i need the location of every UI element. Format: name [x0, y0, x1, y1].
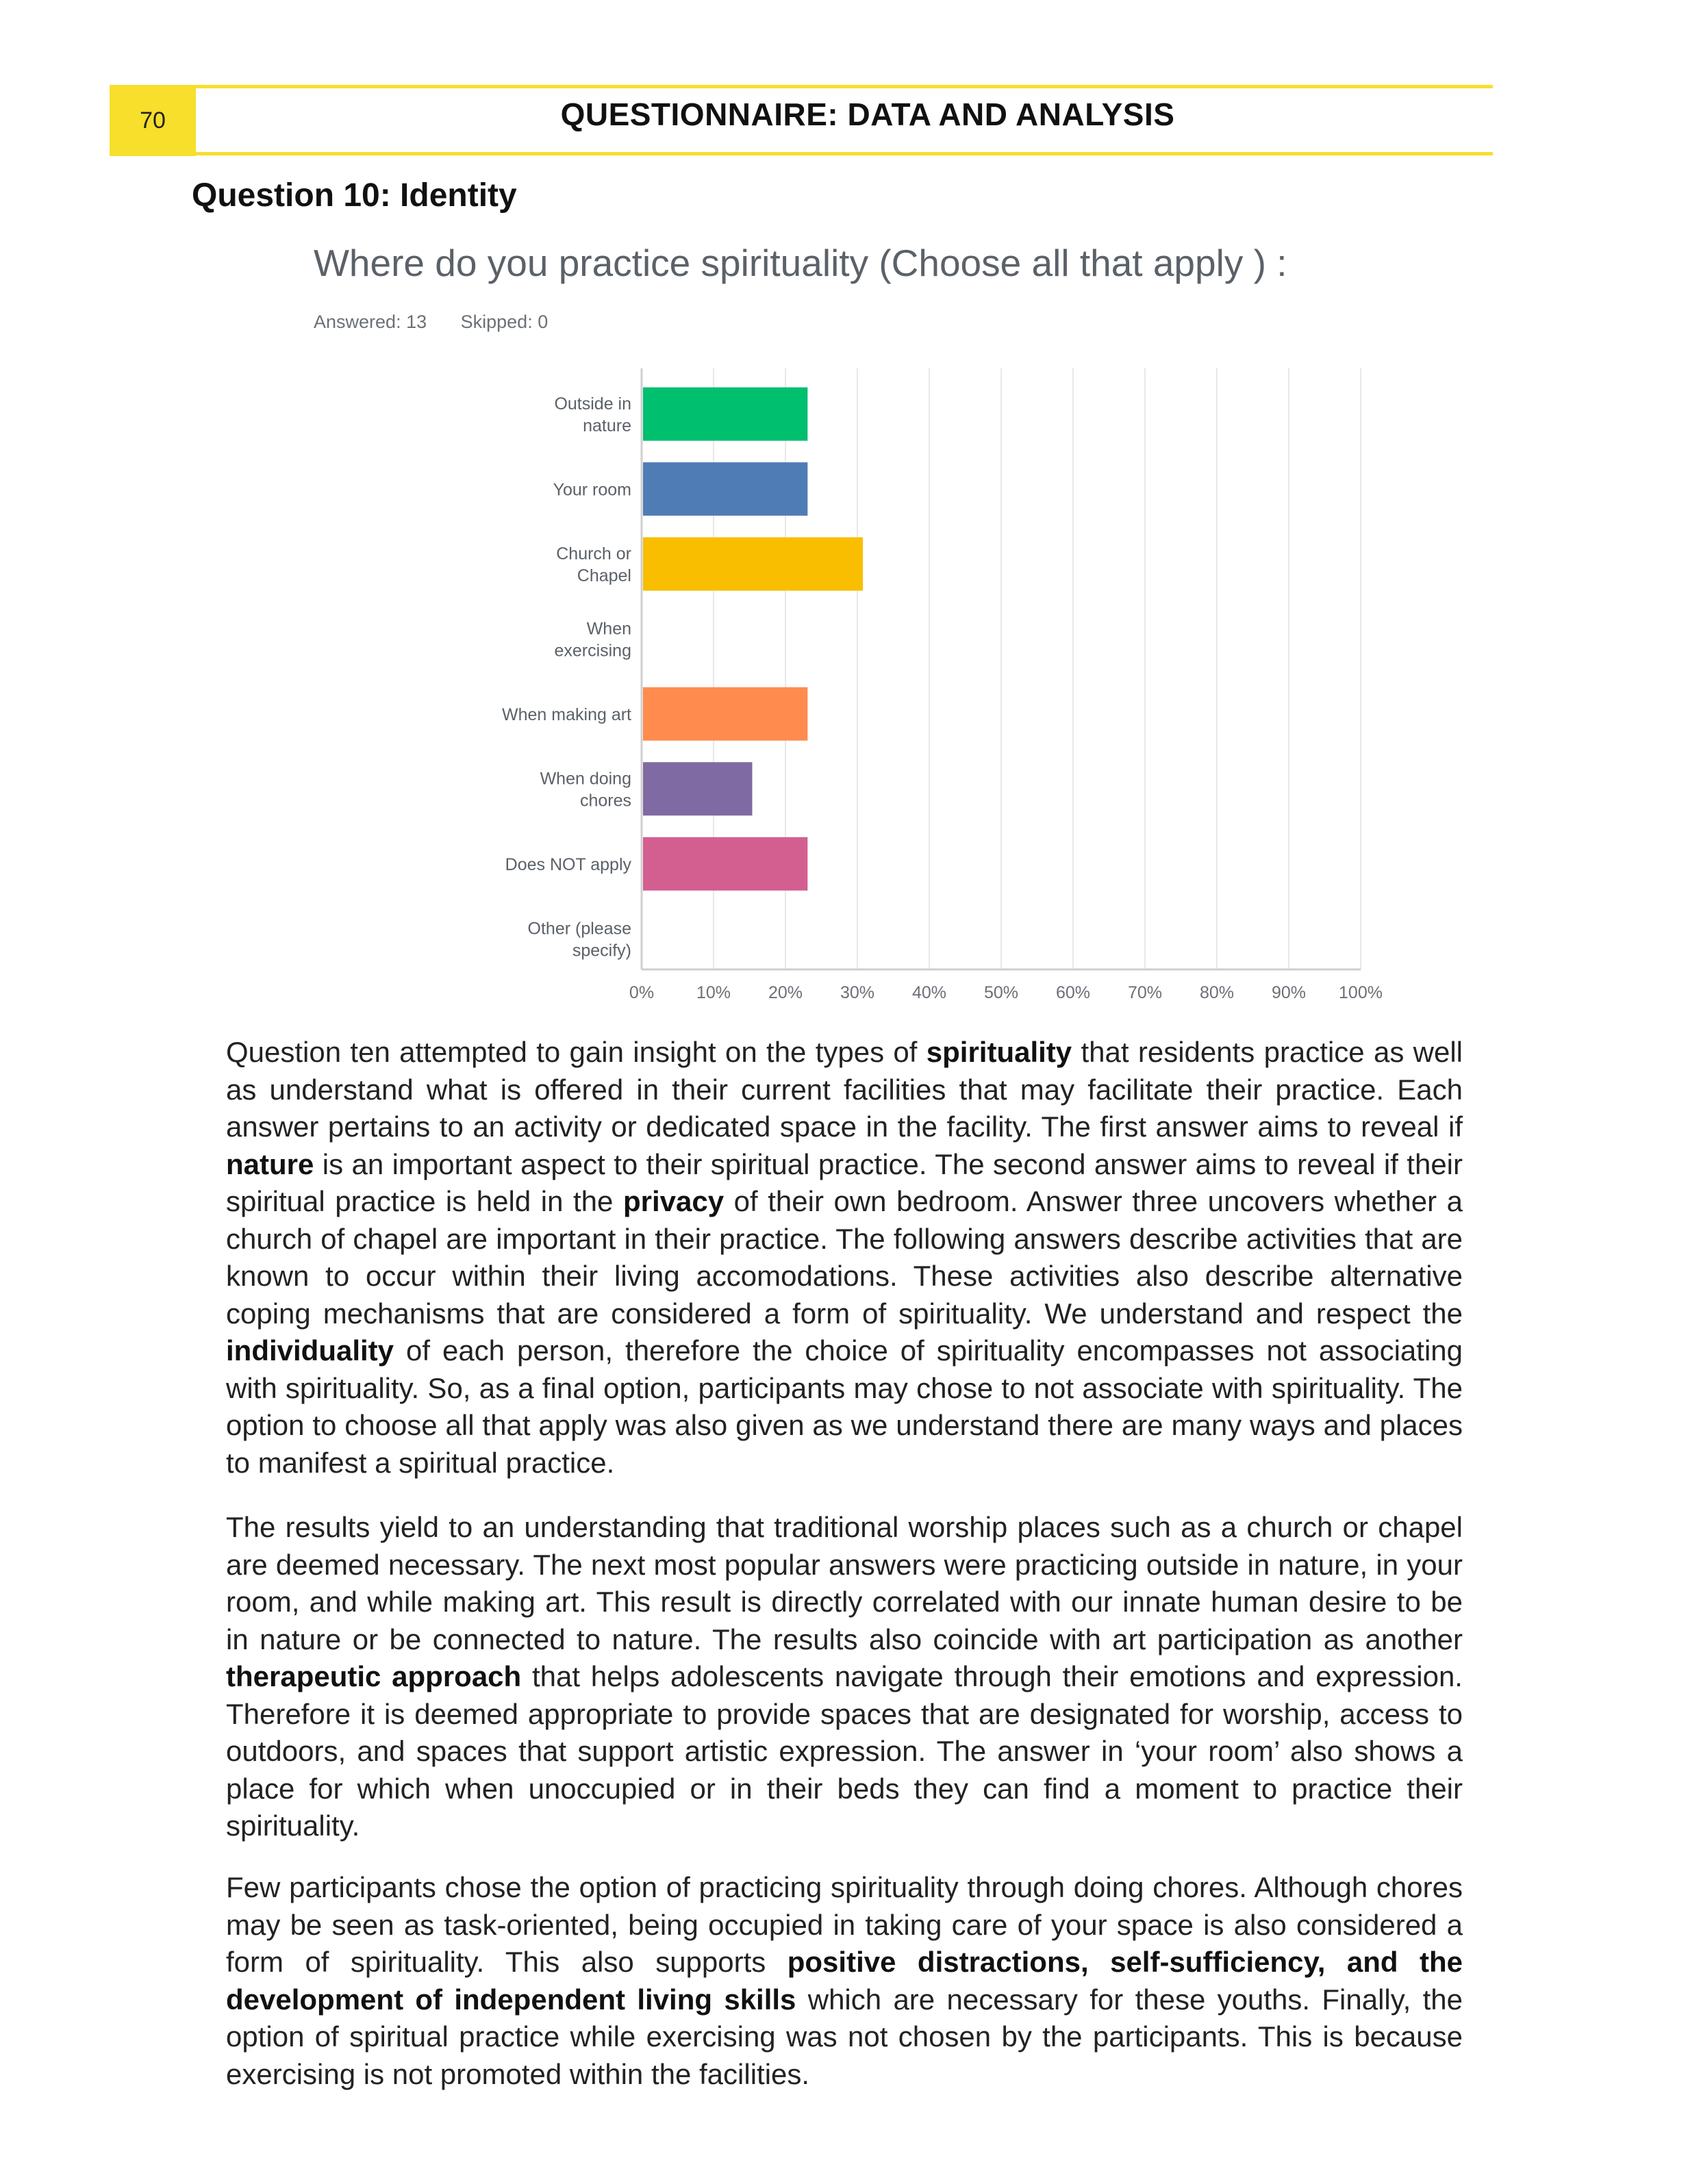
bar-chart	[0, 0, 1688, 1027]
bar	[643, 762, 752, 815]
emphasis-text: therapeutic approach	[226, 1660, 522, 1692]
text-run: Few participants chose the option of practicing spirituality through doing chores. Although chores may be seen as task-oriented, being occupied in taking care of your space is also considered a form of spirituality. This also supports	[226, 1871, 1463, 1978]
category-label: When doing chores	[540, 769, 631, 811]
x-tick-label: 0%	[629, 983, 655, 1002]
category-label: Your room	[553, 480, 631, 500]
bar	[643, 537, 863, 591]
category-label: Other (please specify)	[527, 919, 631, 961]
answered-count: Answered: 13	[314, 312, 427, 332]
chart-title: Where do you practice spirituality (Choose all that apply ) :	[314, 242, 1287, 284]
category-label: Outside in nature	[554, 394, 631, 435]
emphasis-text: positive distractions, self-sufficiency, and the development of independent living skills	[226, 1946, 1463, 2016]
bar	[643, 837, 807, 891]
category-label: When making art	[502, 704, 631, 724]
bar	[643, 462, 807, 516]
x-tick-label: 90%	[1271, 983, 1307, 1002]
text-run: Question ten attempted to gain insight on the types of	[226, 1036, 927, 1068]
text-run: of each person, therefore the choice of spirituality encompasses not associating with spirituality. So, as a final option, participants may chose to not associate with spirituality. The option to choose all that apply was also given as we understand there are many ways and places to manifest a spiritual practice.	[226, 1334, 1463, 1479]
text-run: of their own bedroom. Answer three uncovers whether a church of chapel are important in their practice. The following answers describe activities that are known to occur within their living accomodations. These activities also describe alternative coping mechanisms that are considered a form of spirituality. We understand and respect the	[226, 1185, 1463, 1330]
x-tick-label: 10%	[696, 983, 731, 1002]
emphasis-text: spirituality	[926, 1036, 1072, 1068]
text-run: is an important aspect to their spiritual practice. The second answer aims to reveal if their spiritual practice is held in the	[226, 1147, 1463, 1217]
x-tick-label: 40%	[911, 983, 947, 1002]
bar	[643, 687, 807, 741]
x-tick-label: 30%	[840, 983, 875, 1002]
x-tick-label: 20%	[768, 983, 803, 1002]
emphasis-text: individuality	[226, 1334, 394, 1367]
body-paragraph-3	[226, 1869, 1463, 2093]
bar	[643, 388, 807, 441]
text-run: that residents practice as well as understand what is offered in their current facilities that may facilitate their practice. Each answer pertains to an activity or dedicated space in the facility. The first answer aims to reveal if	[226, 1036, 1463, 1143]
x-tick-label: 100%	[1339, 983, 1383, 1002]
emphasis-text: privacy	[622, 1185, 725, 1217]
body-paragraph-1	[226, 1034, 1463, 1482]
emphasis-text: nature	[226, 1147, 314, 1180]
category-label: Church or Chapel	[556, 544, 631, 585]
section-title: QUESTIONNAIRE: DATA AND ANALYSIS	[560, 97, 1175, 132]
page-number: 70	[140, 107, 166, 134]
x-tick-label: 80%	[1199, 983, 1235, 1002]
x-tick-label: 70%	[1127, 983, 1163, 1002]
text-run: which are necessary for these youths. Finally, the option of spiritual practice while exercising was not chosen by the participants. This is because exercising is not promoted within the facilities.	[226, 1983, 1463, 2090]
text-run: that helps adolescents navigate through their emotions and expression. Therefore it is deemed appropriate to provide spaces that are designated for worship, access to outdoors, and spaces that support artistic expression. The answer in ‘your room’ also shows a place for which when unoccupied or in their beds they can find a moment to practice their spirituality.	[226, 1660, 1463, 1842]
body-paragraph-2	[226, 1509, 1463, 1845]
x-tick-label: 50%	[983, 983, 1019, 1002]
question-heading: Question 10: Identity	[192, 177, 517, 214]
category-label: When exercising	[554, 619, 631, 661]
text-run: The results yield to an understanding that traditional worship places such as a church or chapel are deemed necessary. The next most popular answers were practicing outside in nature, in your room, and while making art. This result is directly correlated with our innate human desire to be in nature or be connected to nature. The results also coincide with art participation as another	[226, 1511, 1463, 1655]
skipped-count: Skipped: 0	[460, 312, 549, 332]
x-tick-label: 60%	[1055, 983, 1091, 1002]
category-label: Does NOT apply	[505, 854, 631, 874]
